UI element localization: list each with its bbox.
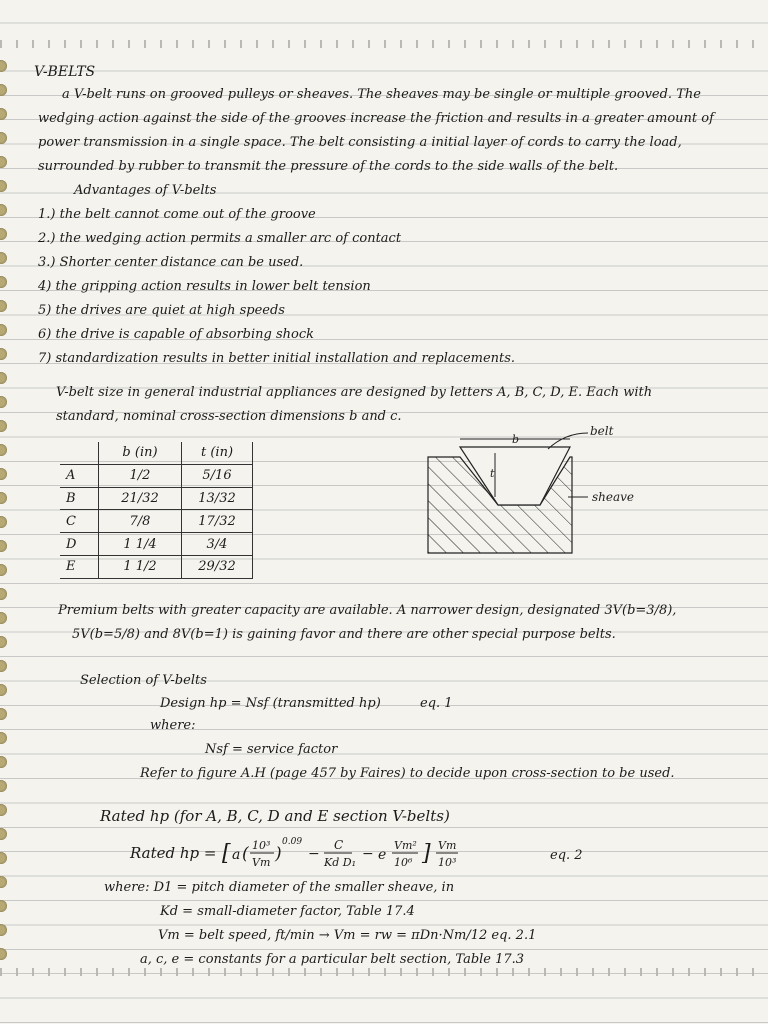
advantage-item: 5) the drives are quiet at high speeds bbox=[38, 303, 285, 318]
label-sheave: sheave bbox=[592, 490, 635, 504]
binding-hole bbox=[0, 60, 7, 72]
binding-hole bbox=[0, 732, 7, 744]
svg-text:−: − bbox=[308, 846, 320, 862]
svg-text:Vm: Vm bbox=[438, 839, 457, 852]
intro-line: wedging action against the side of the grooves increase the friction and results in a greater amount of bbox=[38, 111, 714, 126]
svg-text:10³: 10³ bbox=[438, 856, 457, 869]
table-cell: 17/32 bbox=[182, 510, 253, 533]
table-header: b (in) bbox=[99, 442, 182, 464]
svg-text:Vm: Vm bbox=[252, 856, 271, 869]
table-cell: 13/32 bbox=[182, 487, 253, 510]
table-cell: 29/32 bbox=[182, 555, 253, 578]
premium-line: 5V(b=5/8) and 8V(b=1) is gaining favor and there are other special purpose belts. bbox=[72, 627, 616, 642]
binding-hole bbox=[0, 228, 7, 240]
table-cell: D bbox=[60, 533, 99, 556]
binding-hole bbox=[0, 324, 7, 336]
binding-hole bbox=[0, 900, 7, 912]
binding-hole bbox=[0, 84, 7, 96]
page-title: V-BELTS bbox=[34, 64, 96, 80]
advantages-heading: Advantages of V-belts bbox=[74, 183, 217, 198]
eq-2-label: eq. 2 bbox=[550, 848, 583, 863]
advantage-item: 7) standardization results in better initial installation and replacements. bbox=[38, 351, 516, 366]
table-cell: 1 1/4 bbox=[99, 533, 182, 556]
binding-hole bbox=[0, 852, 7, 864]
svg-text:): ) bbox=[275, 844, 282, 864]
binding-hole bbox=[0, 420, 7, 432]
table-row bbox=[60, 510, 253, 533]
premium-line: Premium belts with greater capacity are available. A narrower design, designated 3V(b=3/8), bbox=[58, 603, 677, 618]
binding-hole bbox=[0, 948, 7, 960]
svg-text:Vm²: Vm² bbox=[394, 839, 417, 852]
spiral-binding bbox=[0, 60, 12, 960]
binding-hole bbox=[0, 684, 7, 696]
binding-hole bbox=[0, 156, 7, 168]
binding-hole bbox=[0, 204, 7, 216]
where-line: a, c, e = constants for a particular belt section, Table 17.3 bbox=[140, 952, 525, 967]
binding-hole bbox=[0, 708, 7, 720]
bottom-perforation bbox=[0, 968, 768, 976]
where-line: where: D1 = pitch diameter of the smaller sheave, in bbox=[104, 880, 455, 895]
svg-text:10³: 10³ bbox=[252, 839, 271, 852]
svg-text:]: ] bbox=[422, 841, 431, 866]
advantage-item: 3.) Shorter center distance can be used. bbox=[38, 255, 304, 270]
table-row bbox=[60, 555, 253, 578]
binding-hole bbox=[0, 588, 7, 600]
binding-hole bbox=[0, 828, 7, 840]
advantage-item: 6) the drive is capable of absorbing shock bbox=[38, 327, 315, 342]
binding-hole bbox=[0, 924, 7, 936]
label-belt: belt bbox=[590, 425, 614, 438]
binding-hole bbox=[0, 276, 7, 288]
svg-text:Kd D₁: Kd D₁ bbox=[324, 856, 356, 869]
svg-text:e: e bbox=[378, 847, 387, 863]
rated-hp-lhs: Rated hp = bbox=[130, 844, 217, 862]
intro-line: a V-belt runs on grooved pulleys or sheaves. The sheaves may be single or multiple grooved. The bbox=[62, 87, 701, 102]
binding-hole bbox=[0, 348, 7, 360]
service-factor-definition: Nsf = service factor bbox=[205, 742, 338, 757]
design-hp-equation: Design hp = Nsf (transmitted hp) bbox=[160, 696, 381, 711]
label-b: b bbox=[512, 433, 520, 446]
advantage-item: 2.) the wedging action permits a smaller arc of contact bbox=[38, 231, 402, 246]
binding-hole bbox=[0, 540, 7, 552]
where-line: Kd = small-diameter factor, Table 17.4 bbox=[160, 904, 415, 919]
binding-hole bbox=[0, 132, 7, 144]
table-row bbox=[60, 487, 253, 510]
table-cell: 5/16 bbox=[182, 464, 253, 487]
binding-hole bbox=[0, 444, 7, 456]
table-cell: 3/4 bbox=[182, 533, 253, 556]
binding-hole bbox=[0, 492, 7, 504]
binding-hole bbox=[0, 180, 7, 192]
label-t: t bbox=[490, 467, 495, 480]
advantage-item: 1.) the belt cannot come out of the groove bbox=[38, 207, 316, 222]
table-cell: C bbox=[60, 510, 99, 533]
binding-hole bbox=[0, 876, 7, 888]
binding-hole bbox=[0, 660, 7, 672]
table-cell: B bbox=[60, 487, 99, 510]
binding-hole bbox=[0, 780, 7, 792]
intro-line: surrounded by rubber to transmit the pressure of the cords to the side walls of the belt. bbox=[38, 159, 619, 174]
table-cell: 21/32 bbox=[99, 487, 182, 510]
svg-text:[: [ bbox=[222, 841, 231, 866]
binding-hole bbox=[0, 108, 7, 120]
binding-hole bbox=[0, 564, 7, 576]
table-row bbox=[60, 464, 253, 487]
eq-1-label: eq. 1 bbox=[420, 696, 453, 711]
table-cell: 1/2 bbox=[99, 464, 182, 487]
table-header-row bbox=[60, 442, 253, 464]
binding-hole bbox=[0, 804, 7, 816]
svg-text:−: − bbox=[362, 846, 374, 862]
refer-line: Refer to figure A.H (page 457 by Faires) to decide upon cross-section to be used. bbox=[140, 766, 675, 781]
advantage-item: 4) the gripping action results in lower belt tension bbox=[38, 279, 371, 294]
binding-hole bbox=[0, 252, 7, 264]
binding-hole bbox=[0, 372, 7, 384]
binding-hole bbox=[0, 516, 7, 528]
table-cell: 7/8 bbox=[99, 510, 182, 533]
table-header bbox=[60, 442, 99, 464]
intro-line: power transmission in a single space. The belt consisting a initial layer of cords to carry the load, bbox=[38, 135, 682, 150]
binding-hole bbox=[0, 468, 7, 480]
binding-hole bbox=[0, 300, 7, 312]
binding-hole bbox=[0, 396, 7, 408]
belt-size-table bbox=[60, 442, 253, 579]
rated-hp-formula bbox=[130, 836, 630, 876]
svg-text:0.09: 0.09 bbox=[282, 837, 303, 847]
svg-text:C: C bbox=[334, 838, 344, 852]
table-cell: 1 1/2 bbox=[99, 555, 182, 578]
binding-hole bbox=[0, 756, 7, 768]
binding-hole bbox=[0, 636, 7, 648]
table-header: t (in) bbox=[182, 442, 253, 464]
selection-heading: Selection of V-belts bbox=[80, 673, 207, 688]
table-cell: E bbox=[60, 555, 99, 578]
sizes-paragraph-line: standard, nominal cross-section dimensions b and c. bbox=[56, 409, 402, 424]
rated-hp-heading: Rated hp (for A, B, C, D and E section V-belts) bbox=[100, 807, 450, 825]
table-cell: A bbox=[60, 464, 99, 487]
svg-text:(: ( bbox=[242, 844, 249, 864]
sizes-paragraph-line: V-belt size in general industrial appliances are designed by letters A, B, C, D, E. Each with bbox=[56, 385, 653, 400]
top-perforation bbox=[0, 40, 768, 48]
v-belt-sheave-diagram bbox=[420, 425, 640, 565]
svg-text:10⁶: 10⁶ bbox=[394, 856, 413, 869]
svg-text:a: a bbox=[232, 847, 241, 863]
binding-hole bbox=[0, 612, 7, 624]
table-row bbox=[60, 533, 253, 556]
where-line: Vm = belt speed, ft/min → Vm = rw = πDn·Nm/12 eq. 2.1 bbox=[158, 928, 537, 943]
where-label: where: bbox=[150, 718, 196, 733]
